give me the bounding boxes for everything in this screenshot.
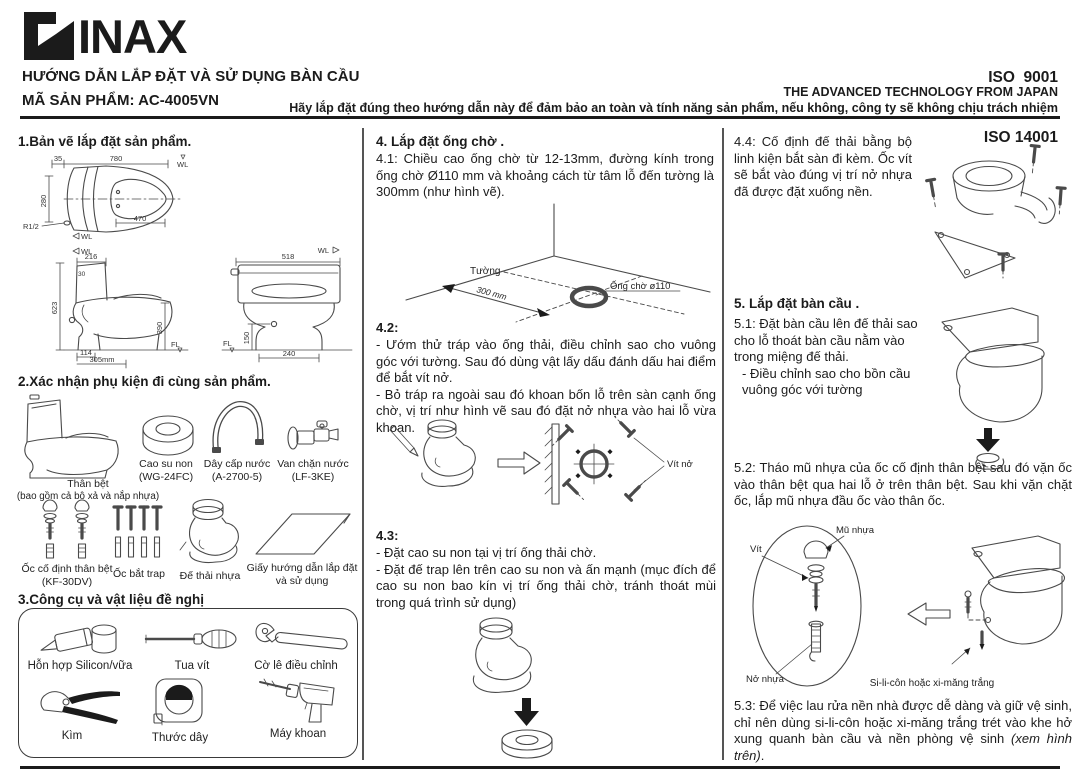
column-divider-right xyxy=(722,128,724,760)
tool-label-pliers: Kìm xyxy=(61,730,83,742)
iso-9001: ISO 9001 xyxy=(988,69,1058,86)
dim-30: 30 xyxy=(78,271,86,278)
product-code: MÃ SẢN PHẨM: AC-4005VN xyxy=(22,92,219,109)
inax-logo xyxy=(20,6,190,66)
trap-bolt-set-icon xyxy=(110,503,168,563)
accessory-caption-6: Đế thải nhựa xyxy=(179,570,241,582)
pipe-label: Ống chờ ø110 xyxy=(610,281,671,292)
drill-icon xyxy=(258,674,342,728)
section-3-title: 3.Công cụ và vật liệu đề nghị xyxy=(18,592,205,607)
rubber-ring-icon xyxy=(140,412,196,458)
tape-measure-icon xyxy=(152,676,208,728)
section-2-title: 2.Xác nhận phụ kiện đi cùng sản phẩm. xyxy=(18,374,271,389)
header-rule xyxy=(20,116,1060,119)
step-5-3-text: 5.3: Để việc lau rửa nền nhà được dễ dàng và giữ vệ sinh, chỉ nên dùng si-li-côn hoặc xi-măng trắng trét vào khe hở xung quanh bàn cầu và nền phòng vệ sinh (xem hình trên). xyxy=(734,698,1072,763)
installation-drawing xyxy=(18,152,362,370)
dim-114: 114 xyxy=(80,348,92,357)
trap-on-ring-drawing xyxy=(430,614,630,756)
header-note: Hãy lắp đặt đúng theo hướng dẫn này để đảm bảo an toàn và tính năng sản phẩm, nếu không, công ty sẽ không chịu trách nhiệm xyxy=(289,101,1058,115)
tool-label-tape: Thước dây xyxy=(151,732,209,744)
silicone-tube-icon xyxy=(30,618,130,662)
water-hose-icon xyxy=(206,398,268,456)
dim-470: 470 xyxy=(133,214,147,223)
dim-518: 518 xyxy=(281,252,295,261)
tool-label-screwdriver: Tua vít xyxy=(174,660,210,672)
dim-305: 305mm xyxy=(89,355,115,364)
fl-mark-side: FL xyxy=(171,340,180,349)
iso-14001: ISO 14001 xyxy=(983,129,1058,146)
tool-label-drill: Máy khoan xyxy=(269,728,327,740)
accessory-sub: (bao gồm cả bộ xả và nắp nhựa) xyxy=(16,490,160,502)
silicone-label: Si-li-côn hoặc xi-măng trắng xyxy=(869,678,995,689)
dim-240: 240 xyxy=(282,349,296,358)
waiting-pipe-drawing xyxy=(384,200,714,314)
step-4-3-text: - Đặt cao su non tại vị trí ống thải chờ. - Đặt đế trap lên trên cao su non và ấn mạnh (mục đích để cao su non bao kín vị trí ống thải chờ, tránh thoát mùi trong quá trình sử dụng) xyxy=(376,545,716,610)
stop-valve-icon xyxy=(284,416,346,456)
trap-marking-drawing xyxy=(380,410,712,518)
step-4-3-head: 4.3: xyxy=(376,528,399,543)
wl-mark-top: WL xyxy=(177,160,189,169)
wl-mark-side: WL xyxy=(81,247,93,256)
plastic-anchor-label: Nở nhựa xyxy=(746,674,784,685)
distance-label: 300 mm xyxy=(475,284,508,302)
tool-label-silicon: Hỗn hợp Silicon/vữa xyxy=(27,660,133,672)
wl-mark-left: WL xyxy=(81,232,93,241)
dim-280: 280 xyxy=(39,194,48,208)
accessory-caption-3: Van chặn nước (LF-3KE) xyxy=(277,458,349,483)
anchor-screw-label: Vít nở xyxy=(667,459,693,470)
page-title: HƯỚNG DẪN LẮP ĐẶT VÀ SỬ DỤNG BÀN CẦU xyxy=(22,68,360,85)
wall-label: Tường xyxy=(470,266,501,277)
dim-390: 390 xyxy=(155,321,164,335)
plastic-waste-base-icon xyxy=(176,496,246,566)
logo-text: INAX xyxy=(78,10,187,63)
footer-rule xyxy=(20,766,1060,769)
manual-sheet-icon xyxy=(252,506,356,560)
step-5-2-text: 5.2: Tháo mũ nhựa của ốc cố định thân bệt sau đó vặn ốc vào thân bệt qua hai lỗ ở trên thân bệt. Sau khi vặn chặt ốc, lắp mũ nhựa đầu ốc vào thân ốc. xyxy=(734,460,1072,508)
fl-mark-front: FL xyxy=(223,339,232,348)
wl-mark-front: WL xyxy=(317,246,329,255)
tool-label-wrench: Cờ lê điều chỉnh xyxy=(254,660,338,672)
section-5-title: 5. Lắp đặt bàn cầu . xyxy=(734,296,860,311)
section-1-title: 1.Bản vẽ lắp đặt sản phẩm. xyxy=(18,134,192,149)
accessory-caption-7: Giấy hướng dẫn lắp đặt và sử dụng xyxy=(246,562,358,587)
step-4-2-text: - Ướm thử tráp vào ống thải, điều chỉnh sao cho vuông góc với tường. Sau đó dùng vật lấy dấu đánh dấu hai điểm để bắt vít nở. - Bỏ tráp ra ngoài sau đó khoan bốn lỗ trên sàn cạnh ống chờ, vị trí như hình vẽ sau đó đặt nở nhựa vào hai lỗ vừa khoan. xyxy=(376,337,716,435)
accessory-caption-2: Dây cấp nước (A-2700-5) xyxy=(203,458,271,483)
dim-35: 35 xyxy=(53,154,63,163)
step-4-1-text: 4.1: Chiều cao ống chờ từ 12-13mm, đường kính trong ống chờ Ø110 mm và khoảng cách từ tâm lỗ đến tường là 300mm (như hình vẽ). xyxy=(376,151,714,199)
bolt-detail-drawing xyxy=(736,514,1072,696)
step-4-2-head: 4.2: xyxy=(376,320,399,335)
accessory-name: Thân bệt xyxy=(67,478,109,490)
accessory-caption-4: Ốc cố định thân bệt (KF-30DV) xyxy=(21,563,113,588)
column-divider-left xyxy=(362,128,364,760)
accessory-caption-5: Ốc bắt trap xyxy=(113,568,165,580)
toilet-body-icon xyxy=(20,392,125,480)
base-fixing-drawing xyxy=(915,136,1073,288)
adjustable-wrench-icon xyxy=(252,616,354,654)
dim-780: 780 xyxy=(109,154,123,163)
tagline: THE ADVANCED TECHNOLOGY FROM JAPAN xyxy=(783,85,1058,99)
pliers-icon xyxy=(32,684,124,728)
section-4-title: 4. Lắp đặt ống chờ . xyxy=(376,134,505,149)
step-5-1-text: 5.1: Đặt bàn cầu lên đế thải sao cho lỗ thoát bàn cầu nằm vào trong miệng đế thải. - Điều chỉnh sao cho bồn cầu vuông góc với tường xyxy=(734,316,918,397)
screwdriver-icon xyxy=(142,626,242,652)
plastic-cap-label: Mũ nhựa xyxy=(836,525,875,536)
accessory-caption-1: Cao su non (WG-24FC) xyxy=(138,458,194,483)
screw-label: Vít xyxy=(750,544,762,555)
dim-r12: R1/2 xyxy=(23,222,39,231)
step-5-3-italic: (xem hình trên) xyxy=(734,731,1072,763)
toilet-placement-drawing xyxy=(922,298,1072,470)
dim-216: 216 xyxy=(84,252,98,261)
fixing-bolt-set-icon xyxy=(32,498,104,562)
dim-623: 623 xyxy=(50,301,59,315)
step-4-4-text: 4.4: Cố định đế thải bằng bộ linh kiện bắt sàn đi kèm. Ốc vít sẽ bắt vào đúng vị trí nở nhựa đã được đặt xuống nền. xyxy=(734,134,912,199)
dim-150: 150 xyxy=(242,331,251,345)
